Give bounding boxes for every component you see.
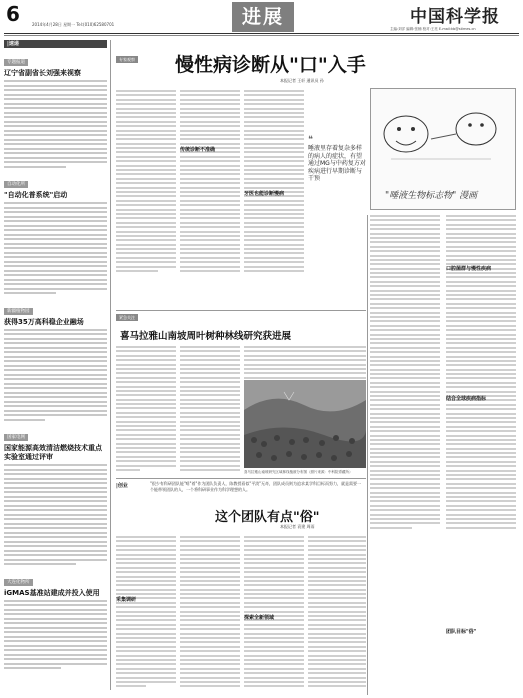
left-item-headline: "自动化普系统"启动 (4, 191, 68, 199)
third-byline: 本报记者 袁建 周雨 (280, 524, 315, 529)
main-headline: 慢性病诊断从"口"入手 (175, 54, 366, 76)
left-item-4 (4, 423, 107, 565)
header-rule (4, 33, 519, 34)
main-body-col-2 (180, 90, 240, 274)
left-section-title: |速递 (4, 40, 107, 48)
left-news-column (4, 40, 107, 672)
forest-photo (244, 380, 366, 468)
third-intro: "很少有科研团队能"啃"着"作为团队负责人，陈教授看似"平淡"无奇，团队成员则为追求某学科目标而努力，就是需要一个能带领团队的人，一个将科研事业作为科学理想的人。 (150, 481, 362, 492)
right-bottom-subhead: 团队目标"俗" (446, 629, 477, 635)
third-article-rule (116, 478, 366, 479)
left-item-tag: 大连化物所 (4, 579, 33, 586)
main-body-col-3 (244, 90, 304, 274)
left-item-headline: 获得35万高科稳企业融场 (4, 317, 84, 326)
second-section-tag: 紧急关注 (116, 314, 138, 321)
contact-line: 主编:刘洋 编辑:张楠 校对:王亮 E-mail:kb@stimes.cn (390, 27, 476, 31)
second-body-col-1 (116, 346, 176, 473)
main-byline: 本报记者 王轩 通讯员 孙 (280, 78, 324, 83)
left-item-body (4, 600, 107, 670)
right-column-divider (367, 215, 368, 695)
left-column-divider (110, 40, 111, 690)
left-item-2 (4, 170, 107, 294)
left-item-tag: 国家电网 (4, 434, 28, 441)
photo-caption: 喜马拉雅山南坡研究区域林线植被分布图（照片来源：中科院青藏所） (244, 470, 353, 474)
third-body-col-3 (244, 536, 304, 690)
date-line: 2014年4月28日 星期一 Tel:(010)62580701 (32, 22, 115, 27)
main-subhead-1: 传统诊断不准确 (180, 147, 216, 153)
left-item-body (4, 464, 107, 565)
second-article-rule (116, 310, 366, 311)
right-body-col-1 (370, 215, 440, 531)
pull-quote (308, 135, 366, 183)
main-subhead-2: 牙医也能诊断慢病 (244, 191, 285, 197)
third-body-col-1 (116, 536, 176, 690)
left-item-tag: 自动化所 (4, 181, 28, 188)
second-body-col-2 (180, 346, 240, 473)
quote-mark-icon: ❝ (308, 135, 313, 145)
third-subhead-1: 采集调研 (116, 597, 137, 603)
third-body-col-4 (308, 536, 366, 690)
right-subhead-2: 结合全球疾病指标 (446, 396, 487, 402)
left-item-headline: 辽宁省副省长刘强来视察 (4, 69, 81, 77)
left-item-tag: 专题报道 (4, 59, 28, 66)
main-section-tag: 专家观察 (116, 56, 138, 63)
left-item-body (4, 329, 107, 421)
page-number: 6 (6, 2, 20, 26)
third-section-tag: |创业 (116, 483, 128, 489)
left-item-body (4, 202, 107, 294)
left-item-headline: 国家能源高效清洁燃烧技术重点实验室通过评审 (4, 444, 102, 461)
third-headline: 这个团队有点"俗" (215, 510, 320, 525)
left-item-tag: 新疆植物园 (4, 308, 33, 315)
right-subhead-1: 口腔菌群与慢性疾病 (446, 266, 492, 272)
pull-quote-text: 唾液里存着复杂多样的病人的症状，有望通过MG与中药复方对疾病进行早期诊断与干预 (308, 145, 366, 182)
masthead: 中国科学报 (410, 7, 500, 27)
right-body-col-2 (446, 215, 516, 531)
left-item-headline: iGMAS基准站建成并投入使用 (4, 588, 100, 597)
third-body-col-2 (180, 536, 240, 690)
cartoon-caption: "唾液生物标志物" 漫画 (385, 191, 478, 201)
second-headline: 喜马拉雅山南坡周叶树种林线研究获进展 (120, 331, 292, 342)
third-subhead-2: 探索全新领域 (244, 615, 275, 621)
left-item-body (4, 80, 107, 168)
left-item-3 (4, 297, 107, 421)
section-banner: 进展 (232, 2, 294, 32)
left-item-5 (4, 568, 107, 670)
main-body-col-1 (116, 90, 176, 274)
header-rule-thin (4, 35, 519, 36)
forest-photo-image (244, 380, 366, 468)
left-item-1 (4, 48, 107, 168)
